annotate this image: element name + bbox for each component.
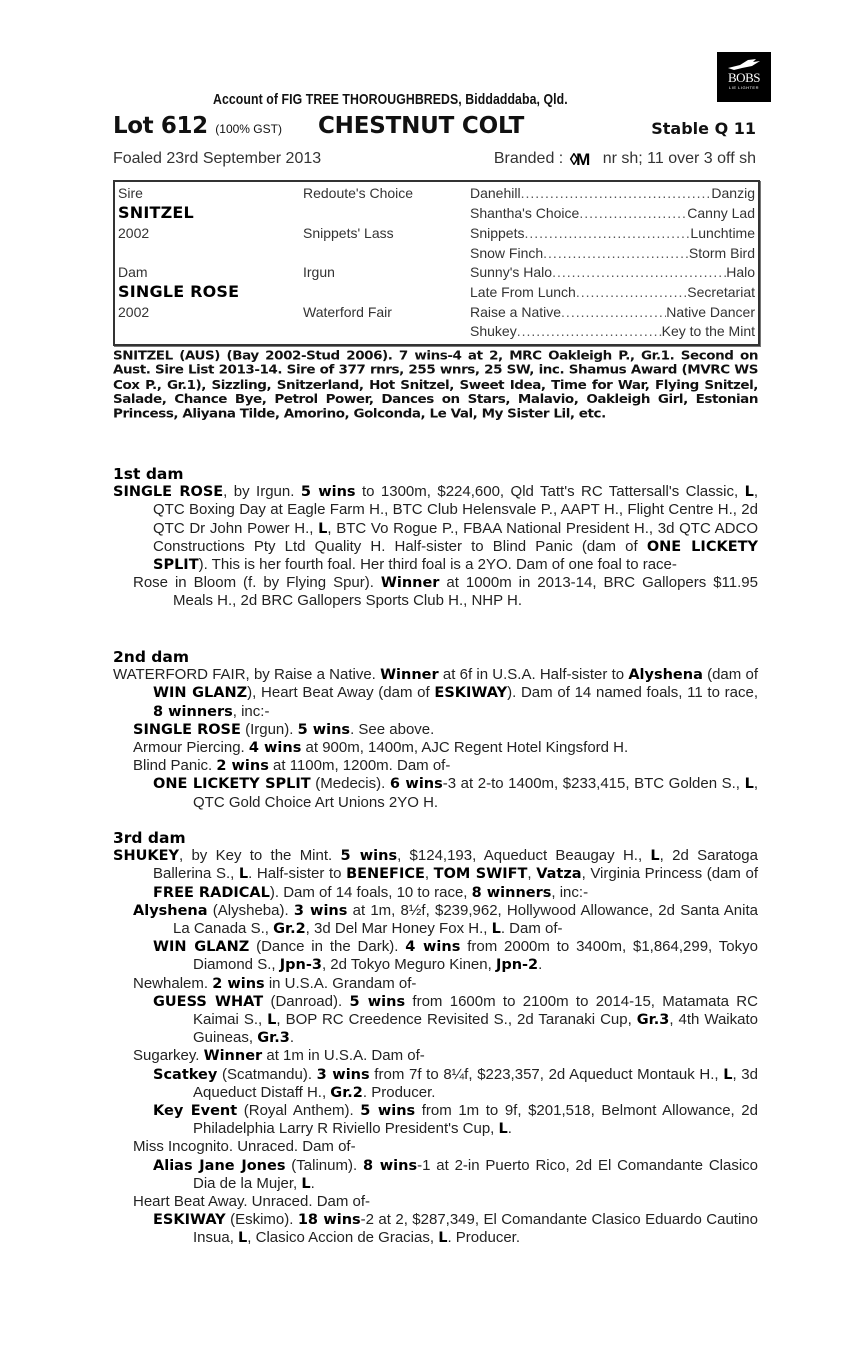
entry-text: from 1m to 9f, $201,518, Belmont Allowance, 2d Philadelphia Larry R Riviello President's Cup,	[193, 1102, 758, 1138]
pedigree-entry	[113, 975, 758, 993]
entry-text: Miss Incognito. Unraced. Dam of-	[133, 1138, 356, 1156]
bold-horse-or-stat: 5 wins	[297, 721, 351, 738]
pedigree-entry	[113, 739, 758, 757]
entry-text: , by Key to the Mint.	[179, 847, 341, 865]
entry-text: .	[289, 1029, 294, 1047]
bold-horse-or-stat: 2 wins	[216, 758, 269, 775]
bold-horse-or-stat: L	[744, 484, 754, 501]
pedigree-entry	[113, 993, 758, 1048]
entry-text: .	[310, 1174, 315, 1192]
entry-text: (Dance in the Dark).	[249, 938, 406, 956]
bold-horse-or-stat: L	[318, 520, 328, 537]
pedigree-entry	[113, 1066, 758, 1102]
entry-text: .	[538, 956, 543, 974]
gen3-row	[470, 245, 755, 261]
lot-number-text: Lot 612	[113, 113, 208, 139]
entry-text: . Dam of-	[500, 920, 563, 938]
bold-horse-or-stat: ESKIWAY	[153, 1212, 226, 1229]
pedigree-entry	[113, 775, 758, 811]
gst-note: (100% GST)	[215, 122, 282, 136]
section-title: 1st dam	[113, 465, 184, 483]
leader-dots	[576, 284, 687, 300]
branded-label: Branded :	[493, 150, 564, 167]
entry-text: , Clasico Accion de Gracias,	[247, 1229, 439, 1247]
gen3-horse: Late From Lunch	[470, 284, 576, 300]
bold-horse-or-stat: L	[650, 848, 660, 865]
second-dam-section	[113, 648, 758, 812]
entry-text: , QTC Gold Choice Art Unions 2YO H.	[193, 775, 758, 811]
entry-text: Sugarkey.	[133, 1047, 204, 1065]
dam-dam: Waterford Fair	[303, 304, 392, 320]
logo-brand: BOBS	[728, 70, 760, 85]
entry-text: WATERFORD FAIR, by Raise a Native.	[113, 666, 381, 684]
entry-text: from 1600m to 2100m to 2014-15, Matamata RC Kaimai S.,	[193, 992, 758, 1029]
entry-text: (dam of	[702, 666, 758, 684]
logo-subtitle: LIE LIGHTER	[729, 85, 759, 90]
bold-horse-or-stat: SHUKEY	[113, 848, 179, 865]
entry-text: (Royal Anthem).	[237, 1102, 361, 1120]
entry-text: .	[507, 1120, 512, 1138]
pedigree-table	[113, 180, 760, 346]
bold-horse-or-stat: 3 wins	[293, 902, 348, 919]
entry-text: ), Heart Beat Away (dam of	[247, 684, 435, 702]
bold-horse-or-stat: Vatza	[536, 866, 582, 883]
leader-dots	[521, 185, 712, 201]
bold-horse-or-stat: 5 wins	[340, 848, 398, 865]
bold-horse-or-stat: WIN GLANZ	[153, 685, 248, 702]
entry-text: ). Dam of 14 named foals, 11 to race,	[507, 684, 758, 702]
horse-description: CHESTNUT COLT	[318, 113, 525, 139]
entry-text: , inc:-	[232, 702, 270, 720]
bold-horse-or-stat: Gr.2	[330, 1084, 363, 1101]
pedigree-entry	[113, 1047, 758, 1065]
bold-horse-or-stat: 3 wins	[316, 1066, 370, 1083]
bold-horse-or-stat: L	[301, 1175, 311, 1192]
bold-horse-or-stat: L	[491, 921, 501, 938]
pedigree-entry	[113, 1102, 758, 1138]
entry-text: Heart Beat Away. Unraced. Dam of-	[133, 1193, 371, 1211]
branded-detail: nr sh; 11 over 3 off sh	[602, 150, 756, 167]
gen3-sire: Lunchtime	[690, 225, 755, 241]
entry-text: at 1m, 8½f, $239,962, Hollywood Allowance, 2d Santa Anita La Canada S.,	[173, 901, 758, 938]
bold-horse-or-stat: Jpn-3	[279, 957, 322, 974]
first-dam-section	[113, 465, 758, 611]
entry-text: at 6f in U.S.A. Half-sister to	[438, 666, 629, 684]
entry-text: (Eskimo).	[225, 1211, 298, 1229]
entry-text: Rose in Bloom (f. by Flying Spur).	[133, 574, 381, 592]
gen3-horse: Shantha's Choice	[470, 205, 580, 221]
entry-text: at 1m in U.S.A. Dam of-	[262, 1047, 425, 1065]
gen3-row	[470, 225, 755, 241]
pedigree-entry	[113, 938, 758, 974]
foaled-date: Foaled 23rd September 2013	[113, 150, 322, 167]
gen3-sire: Native Dancer	[666, 304, 755, 320]
gen3-sire: Halo	[726, 264, 755, 280]
section-title: 3rd dam	[113, 829, 186, 847]
bold-horse-or-stat: SINGLE ROSE	[133, 721, 241, 738]
stable-location: Stable Q 11	[651, 119, 756, 138]
leader-dots	[561, 304, 666, 320]
gen3-horse: Raise a Native	[470, 304, 562, 320]
lot-line	[113, 113, 760, 141]
bold-horse-or-stat: ONE LICKETY SPLIT	[153, 776, 311, 793]
dam-label: Dam	[118, 264, 148, 280]
gen3-row	[470, 205, 755, 221]
bold-horse-or-stat: ONE LICKETY SPLIT	[153, 538, 758, 574]
bold-horse-or-stat: Gr.3	[636, 1012, 670, 1029]
bold-horse-or-stat: 5 wins	[360, 1103, 416, 1120]
bold-horse-or-stat: FREE RADICAL	[153, 884, 270, 901]
entry-text: Armour Piercing.	[133, 739, 249, 757]
bold-horse-or-stat: Winner	[380, 667, 439, 684]
gen3-sire: Secretariat	[687, 284, 755, 300]
entry-text: (Irgun).	[240, 720, 298, 738]
bold-horse-or-stat: Alyshena	[628, 667, 703, 684]
bold-horse-or-stat: BENEFICE	[346, 866, 425, 883]
pedigree-entry	[113, 1138, 758, 1156]
sire-label: Sire	[118, 185, 143, 201]
entry-text: , inc:-	[551, 883, 589, 901]
bold-horse-or-stat: 18 wins	[297, 1212, 361, 1229]
sire-year: 2002	[118, 225, 150, 241]
bold-horse-or-stat: SINGLE ROSE	[113, 484, 224, 501]
lot-number	[113, 113, 282, 139]
branded-info	[494, 150, 756, 170]
entry-text: from 2000m to 3400m, $1,864,299, Tokyo Diamond S.,	[193, 938, 758, 974]
entry-text: (Danroad).	[263, 992, 350, 1010]
entry-text: (Alysheba).	[207, 901, 294, 919]
gen3-horse: Snow Finch	[470, 245, 544, 261]
leader-dots	[579, 205, 687, 221]
entry-text: , BOP RC Creedence Revisited S., 2d Taranaki Cup,	[276, 1011, 637, 1029]
bold-horse-or-stat: 2 wins	[212, 975, 265, 992]
entry-text: -1 at 2-in Puerto Rico, 2d El Comandante Clasico Dia de la Mujer,	[193, 1156, 758, 1192]
bold-horse-or-stat: 6 wins	[389, 776, 443, 793]
pedigree-entry	[113, 757, 758, 775]
bold-horse-or-stat: GUESS WHAT	[153, 993, 264, 1010]
entry-text: at 1100m, 1200m. Dam of-	[268, 757, 451, 775]
bold-horse-or-stat: WIN GLANZ	[153, 939, 250, 956]
bold-horse-or-stat: Key Event	[153, 1103, 238, 1120]
bold-horse-or-stat: Alias Jane Jones	[153, 1157, 286, 1174]
gen3-row	[470, 323, 755, 339]
gen3-sire: Storm Bird	[688, 245, 755, 261]
entry-text: , Virginia Princess (dam of	[581, 865, 759, 883]
entry-text: , 2d Saratoga Ballerina S.,	[153, 847, 758, 883]
bold-horse-or-stat: Jpn-2	[495, 957, 539, 974]
gen3-sire: Key to the Mint	[661, 323, 755, 339]
entry-text: , 3d Aqueduct Distaff H.,	[193, 1065, 758, 1101]
gen3-sire: Danzig	[711, 185, 755, 201]
bold-horse-or-stat: 8 wins	[362, 1157, 418, 1174]
gen3-horse: Sunny's Halo	[470, 264, 553, 280]
gen3-horse: Shukey	[470, 323, 517, 339]
entry-text: Newhalem.	[133, 974, 213, 992]
dam-sire: Irgun	[303, 264, 335, 280]
pedigree-entry	[113, 666, 758, 721]
entry-text: ,	[424, 865, 434, 883]
entry-text: ). This is her fourth foal. Her third foal is a 2YO. Dam of one foal to race-	[198, 556, 677, 574]
bold-horse-or-stat: Gr.2	[273, 921, 306, 938]
bold-horse-or-stat: L	[438, 1230, 448, 1247]
bold-horse-or-stat: L	[238, 866, 249, 883]
bold-horse-or-stat: Scatkey	[153, 1066, 218, 1083]
entry-text: ,	[527, 865, 537, 883]
sire-summary: SNITZEL (AUS) (Bay 2002-Stud 2006). 7 wins-4 at 2, MRC Oakleigh P., Gr.1. Second on Aust. Sire List 2013-14. Sire of 377 rnrs, 255 wnrs, 25 SW, inc. Shamus Award (MVRC WS Cox P., Gr.1), Sizzling, Snitzerland, Hot Snitzel, Sweet Idea, Time for War, Flying Snitzel, Salade, Chance Bye, Petrol Power, Dances on Stars, Malavio, Oakleigh Girl, Estonian Princess, Aliyana Tilde, Amorino, Golconda, Le Val, My Sister Lil, etc.	[113, 348, 758, 422]
leader-dots	[517, 323, 662, 339]
bold-horse-or-stat: L	[267, 1012, 277, 1029]
bold-horse-or-stat: 4 wins	[248, 740, 302, 757]
entry-text: , by Irgun.	[223, 483, 301, 501]
bold-horse-or-stat: Winner	[380, 575, 440, 592]
dam-name: SINGLE ROSE	[118, 282, 240, 301]
bold-horse-or-stat: L	[744, 776, 754, 793]
entry-text: Blind Panic.	[133, 757, 217, 775]
bold-horse-or-stat: 5 wins	[349, 993, 406, 1010]
entry-text: ). Dam of 14 foals, 10 to race,	[269, 883, 472, 901]
bold-horse-or-stat: Gr.3	[257, 1030, 290, 1047]
gen3-horse: Danehill	[470, 185, 521, 201]
leader-dots	[543, 245, 689, 261]
bold-horse-or-stat: Winner	[203, 1048, 263, 1065]
gen3-row	[470, 304, 755, 320]
entry-text: from 7f to 8¼f, $223,357, 2d Aqueduct Montauk H.,	[369, 1065, 724, 1083]
pedigree-entry	[113, 902, 758, 938]
dam-year: 2002	[118, 304, 150, 320]
entry-text: . See above.	[350, 720, 435, 738]
bold-horse-or-stat: L	[238, 1230, 248, 1247]
entry-text: , 4th Waikato Guineas,	[193, 1011, 758, 1047]
pedigree-entry	[113, 721, 758, 739]
pedigree-entry	[113, 1211, 758, 1247]
pedigree-entry	[113, 847, 758, 902]
bold-horse-or-stat: L	[498, 1121, 508, 1138]
bold-horse-or-stat: L	[723, 1066, 733, 1083]
entry-text: -2 at 2, $287,349, El Comandante Clasico Eduardo Cautino Insua,	[193, 1211, 758, 1247]
gen3-row	[470, 284, 755, 300]
entry-text: to 1300m, $224,600, Qld Tatt's RC Tattersall's Classic,	[355, 483, 745, 501]
pedigree-entry	[113, 1157, 758, 1193]
gen3-horse: Snippets	[470, 225, 525, 241]
bold-horse-or-stat: 8 winners	[153, 703, 233, 720]
entry-text: , $124,193, Aqueduct Beaugay H.,	[397, 847, 651, 865]
bold-horse-or-stat: ESKIWAY	[434, 685, 508, 702]
entry-text: . Producer.	[362, 1083, 436, 1101]
leader-dots	[524, 225, 690, 241]
entry-text: in U.S.A. Grandam of-	[264, 974, 417, 992]
entry-text: (Talinum).	[285, 1156, 363, 1174]
bold-horse-or-stat: Alyshena	[133, 902, 208, 919]
entry-text: at 900m, 1400m, AJC Regent Hotel Kingsford H.	[301, 739, 629, 757]
entry-text: . Half-sister to	[248, 865, 347, 883]
bold-horse-or-stat: 5 wins	[300, 484, 356, 501]
sire-sire: Redoute's Choice	[303, 185, 414, 201]
entry-text: , BTC Vo Rogue P., FBAA National President H., 3d QTC ADCO Constructions Pty Ltd Quality H. Half-sister to Blind Panic (dam of	[153, 519, 758, 555]
sire-dam: Snippets' Lass	[303, 225, 394, 241]
bold-horse-or-stat: TOM SWIFT	[433, 866, 528, 883]
gen3-row	[470, 185, 755, 201]
bold-horse-or-stat: 4 wins	[405, 939, 461, 956]
entry-text: at 1000m in 2013-14, BRC Gallopers $11.95 Meals H., 2d BRC Gallopers Sports Club H., NHP H.	[173, 574, 758, 610]
auction-house-logo	[717, 52, 771, 102]
pedigree-entry	[113, 483, 758, 574]
pedigree-entry	[113, 574, 758, 610]
entry-text: (Scatmandu).	[217, 1065, 317, 1083]
entry-text: (Medecis).	[310, 775, 390, 793]
third-dam-section	[113, 829, 758, 1248]
vendor-account: Account of FIG TREE THOROUGHBREDS, Biddaddaba, Qld.	[213, 91, 568, 108]
gen3-sire: Canny Lad	[687, 205, 755, 221]
entry-text: , 3d Del Mar Honey Fox H.,	[305, 920, 492, 938]
entry-text: . Producer.	[447, 1229, 520, 1247]
section-title: 2nd dam	[113, 648, 190, 666]
pedigree-entry	[113, 1193, 758, 1211]
entry-text: -3 at 2-to 1400m, $233,415, BTC Golden S.,	[442, 775, 745, 793]
bold-horse-or-stat: 8 winners	[471, 884, 552, 901]
entry-text: , QTC Boxing Day at Eagle Farm H., BTC Club Helensvale P., AAPT H., Flight Centre H., 2d QTC Dr John Power H.,	[153, 483, 758, 537]
leader-dots	[552, 264, 726, 280]
brand-mark-icon: ◊M	[569, 150, 589, 169]
gen3-row	[470, 264, 755, 280]
sire-name: SNITZEL	[118, 203, 194, 222]
entry-text: , 2d Tokyo Meguro Kinen,	[321, 956, 496, 974]
